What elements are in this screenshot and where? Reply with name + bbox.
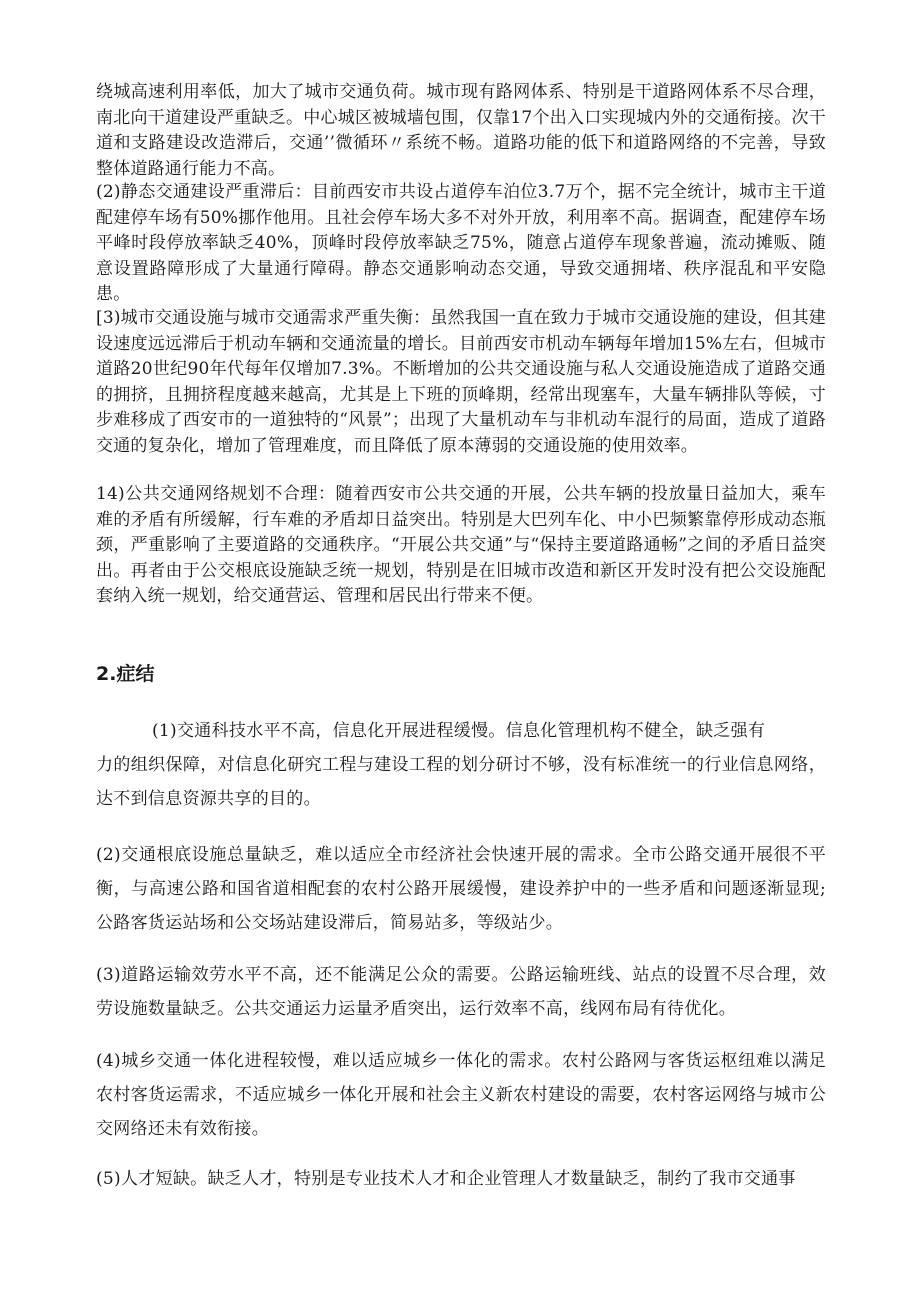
paragraph-static-traffic: (2)静态交通建设严重滞后：目前西安市共设占道停车泊位3.7万个，据不完全统计，城市主干道配建停车场有50%挪作他用。且社会停车场大多不对外开放，利用率不高。据调查，配建停车场平峰时段停放率缺乏40%，顶峰时段停放率缺乏75%，随意占道停车现象普遍，流动摊贩、随意设置路障形成了大量通行障碍。静态交通影响动态交通，导致交通拥堵、秩序混乱和平安隐患。 [96, 182, 826, 304]
section-item-5-talent: (5)人才短缺。缺乏人才，特别是专业技术人才和企业管理人才数量缺乏，制约了我市交通事 [96, 1169, 796, 1189]
paragraph-public-transit-planning: 14)公共交通网络规划不合理：随着西安市公共交通的开展，公共车辆的投放量日益加大，乘车难的矛盾有所缓解，行车难的矛盾却日益突出。特别是大巴列车化、中小巴频繁靠停形成动态瓶颈，严重影响了主要道路的交通秩序。“开展公共交通”与“保持主要道路通畅”之间的矛盾日益突出。再者由于公交根底设施缺乏统一规划，特别是在旧城市改造和新区开发时没有把公交设施配套纳入统一规划，给交通营运、管理和居民出行带来不便。 [96, 484, 826, 606]
section-item-1-first-line: (1)交通科技水平不高，信息化开展进程缓慢。信息化管理机构不健全，缺乏强有 [152, 721, 766, 741]
paragraph-road-network: 绕城高速利用率低，加大了城市交通负荷。城市现有路网体系、特别是干道路网体系不尽合理，南北向干道建设严重缺乏。中心城区被城墙包围，仅靠17个出入口实现城内外的交通衔接。次干道和支路建设改造滞后，交通’’微循环〃系统不畅。道路功能的低下和道路网络的不完善，导致整体道路通行能力不高。 [96, 82, 826, 179]
section-item-1-tech-level [96, 714, 826, 816]
section-item-1-rest: 力的组织保障，对信息化研究工程与建设工程的划分研讨不够，没有标准统一的行业信息网络，达不到信息资源共享的目的。 [96, 755, 826, 809]
paragraph-facility-imbalance: [3)城市交通设施与城市交通需求严重失衡：虽然我国一直在致力于城市交通设施的建设，但其建设速度远远滞后于机动车辆和交通流量的增长。目前西安市机动车辆每年增加15%左右，但城市道路20世纪90年代每年仅增加7.3%。不断增加的公共交通设施与私人交通设施造成了道路交通的拥挤，且拥挤程度越来越高，尤其是上下班的顶峰期，经常出现塞车，大量车辆排队等候，寸步难移成了西安市的一道独特的“风景”；出现了大量机动车与非机动车混行的局面，造成了道路交通的复杂化，增加了管理难度，而且降低了原本薄弱的交通设施的使用效率。 [96, 308, 826, 456]
section-item-2-infrastructure: (2)交通根底设施总量缺乏，难以适应全市经济社会快速开展的需求。全市公路交通开展很不平衡，与高速公路和国省道相配套的农村公路开展缓慢，建设养护中的一些矛盾和问题逐渐显现;公路客货运站场和公交场站建设滞后，简易站多，等级站少。 [96, 845, 826, 933]
section-item-3-service-level: (3)道路运输效劳水平不高，还不能满足公众的需要。公路运输班线、站点的设置不尽合理，效劳设施数量缺乏。公共交通运力运量矛盾突出，运行效率不高，线网布局有待优化。 [96, 965, 826, 1019]
section-heading-crux: 2.症结 [96, 663, 155, 685]
section-item-4-urban-rural: (4)城乡交通一体化进程较慢，难以适应城乡一体化的需求。农村公路网与客货运枢纽难以满足农村客货运需求，不适应城乡一体化开展和社会主义新农村建设的需要，农村客运网络与城市公交网络还未有效衔接。 [96, 1051, 826, 1139]
